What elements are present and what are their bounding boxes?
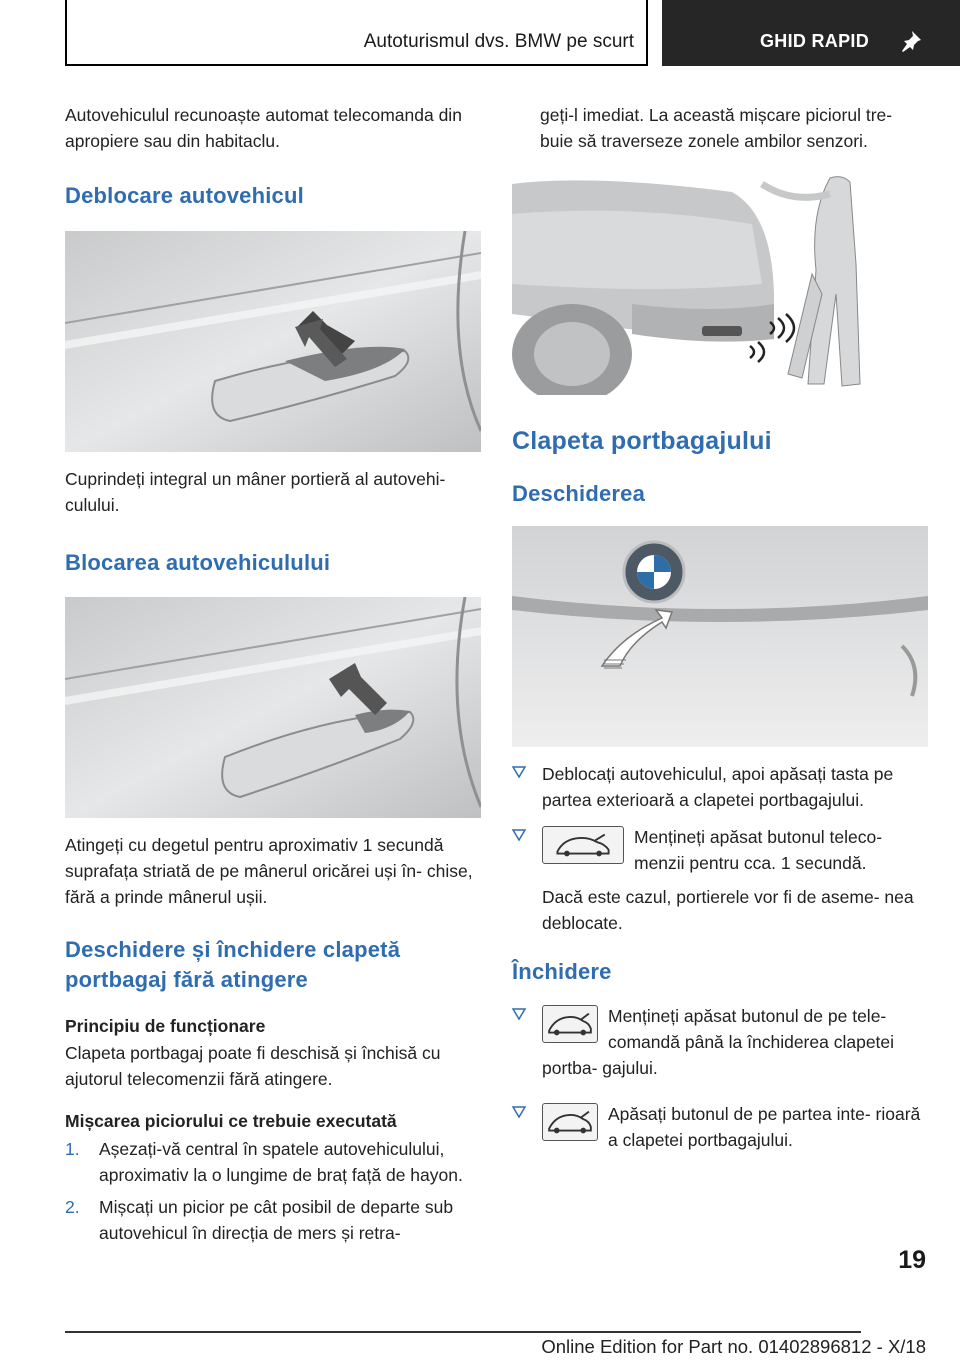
car-key-button-icon: [542, 1005, 598, 1043]
header-rule: [65, 64, 648, 66]
triangle-bullet-icon: [512, 828, 526, 842]
door-handle-unlock-image: [65, 231, 481, 452]
left-column: [65, 102, 481, 1246]
unlock-caption: Cuprindeți integral un mâner portieră al autovehi- culului.: [65, 469, 446, 515]
header-section-title: Autoturismul dvs. BMW pe scurt: [363, 31, 634, 52]
step-item: [65, 1194, 481, 1246]
heading-touchless-line1: Deschidere și închidere clapetă: [65, 937, 401, 962]
heading-trunk: Clapeta portbagajului: [512, 427, 772, 455]
close-list-item: [512, 1101, 928, 1153]
page-number: 19: [898, 1246, 926, 1274]
heading-unlock: Deblocare autovehicul: [65, 183, 304, 208]
car-key-button-icon: [542, 1103, 598, 1141]
heading-close: Închidere: [512, 959, 612, 984]
heading-open: Deschiderea: [512, 481, 646, 506]
step-number: 1.: [65, 1139, 80, 1159]
close-list-item: [512, 1003, 928, 1081]
right-column: [512, 102, 928, 1153]
principle-text: Clapeta portbagaj poate fi deschisă și închisă cu ajutorul telecomenzii fără atingere.: [65, 1043, 441, 1089]
heading-lock: Blocarea autovehiculului: [65, 550, 331, 575]
continued-text: geți-l imediat. La această mișcare piciorul tre- buie să traverseze zonele ambilor senzori.: [540, 105, 893, 151]
heading-movement: Mișcarea piciorului ce trebuie executată: [65, 1111, 397, 1131]
heading-principle: Principiu de funcționare: [65, 1016, 266, 1036]
open-list-item: [512, 761, 928, 813]
header-left-border: [65, 0, 67, 66]
step-text: Mișcați un picior pe cât posibil de departe sub autovehicul în direcția de mers și retra-: [99, 1197, 454, 1243]
header-tab-label: GHID RAPID: [760, 31, 870, 51]
trunk-button-image: [512, 526, 928, 747]
open-list-item: [512, 824, 928, 876]
heading-touchless-line2: portbagaj fără atingere: [65, 967, 308, 992]
triangle-bullet-icon: [512, 1105, 526, 1119]
pin-icon: [898, 28, 924, 54]
header-tab: [662, 0, 960, 66]
footer-rule: [65, 1331, 861, 1333]
foot-sensor-image: [512, 174, 928, 395]
step-item: [65, 1136, 481, 1188]
open-item-text: Deblocați autovehiculul, apoi apăsați tasta pe partea exterioară a clapetei portbagajului.: [542, 764, 894, 810]
triangle-bullet-icon: [512, 765, 526, 779]
open-note: Dacă este cazul, portierele vor fi de aseme- nea deblocate.: [542, 887, 914, 933]
lock-caption: Atingeți cu degetul pentru aproximativ 1 secundă suprafața striată de pe mânerul oricărei uși în- chise, fără a prinde mânerul ușii.: [65, 835, 473, 907]
close-item-text: Apăsați butonul de pe partea inte- rioară a clapetei portbagajului.: [608, 1104, 921, 1150]
header-right-border: [646, 0, 648, 66]
door-handle-lock-image: [65, 597, 481, 818]
footer-edition: Online Edition for Part no. 01402896812 - X/18: [541, 1336, 926, 1357]
close-item-text: Mențineți apăsat butonul de pe tele- comandă până la închiderea clapetei portba- gajului.: [542, 1006, 895, 1078]
step-text: Așezați-vă central în spatele autovehiculului, aproximativ la o lungime de braț față de hayon.: [99, 1139, 463, 1185]
triangle-bullet-icon: [512, 1007, 526, 1021]
intro-text: Autovehiculul recunoaște automat telecomanda din apropiere sau din habitaclu.: [65, 105, 462, 151]
open-item-text: Mențineți apăsat butonul teleco- menzii pentru cca. 1 secundă.: [634, 827, 883, 873]
step-number: 2.: [65, 1197, 80, 1217]
car-key-button-icon: [542, 826, 624, 864]
